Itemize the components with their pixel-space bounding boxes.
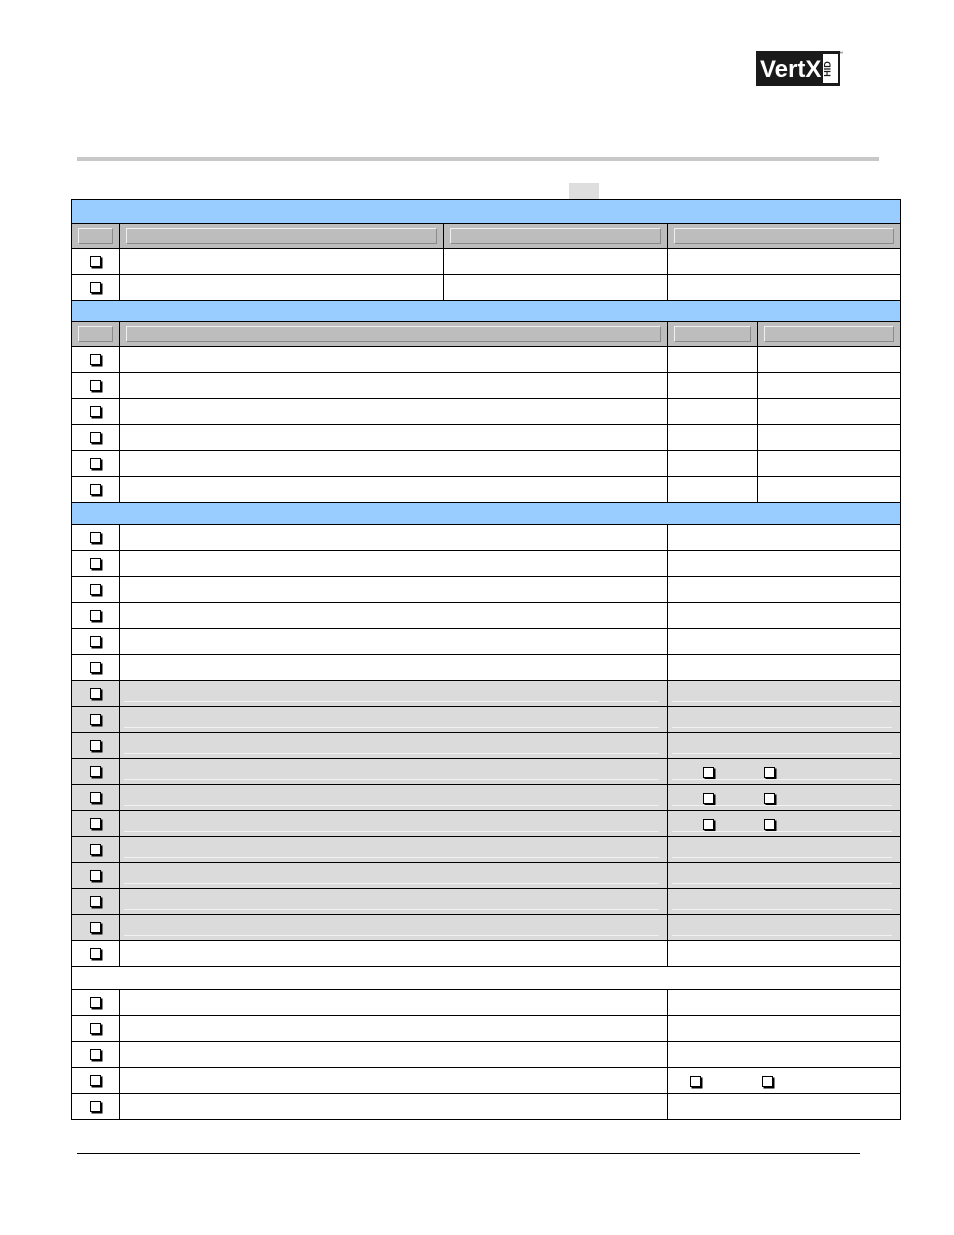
checkbox-icon[interactable] — [90, 1049, 101, 1060]
section-band — [72, 301, 901, 322]
table-row — [72, 603, 901, 629]
table-row — [72, 759, 901, 785]
header-rule — [77, 157, 879, 161]
checkbox-icon[interactable] — [90, 997, 101, 1008]
checkbox-icon[interactable] — [90, 922, 101, 933]
checkbox-icon[interactable] — [90, 1023, 101, 1034]
table-row — [72, 681, 901, 707]
section-band — [72, 503, 901, 525]
table-row — [72, 249, 901, 275]
column-header-row — [72, 322, 901, 347]
table-row — [72, 577, 901, 603]
table-row — [72, 425, 901, 451]
table-row — [72, 347, 901, 373]
table-row — [72, 915, 901, 941]
checkbox-icon[interactable] — [90, 558, 101, 569]
column-header-row — [72, 224, 901, 249]
table-row — [72, 785, 901, 811]
checkbox-icon[interactable] — [690, 1076, 701, 1087]
checkbox-icon[interactable] — [90, 818, 101, 829]
checkbox-icon[interactable] — [90, 792, 101, 803]
table-row — [72, 1068, 901, 1094]
checkbox-icon[interactable] — [90, 282, 101, 293]
checkbox-icon[interactable] — [90, 432, 101, 443]
table-row — [72, 1016, 901, 1042]
checkbox-icon[interactable] — [90, 714, 101, 725]
checkbox-icon[interactable] — [90, 610, 101, 621]
svg-text:HID: HID — [822, 61, 833, 77]
checkbox-icon[interactable] — [764, 819, 775, 830]
table-row — [72, 629, 901, 655]
table-row — [72, 525, 901, 551]
vertx-logo — [756, 51, 842, 86]
table-row — [72, 811, 901, 837]
footer-rule — [77, 1153, 860, 1154]
checkbox-icon[interactable] — [90, 1075, 101, 1086]
table-row — [72, 837, 901, 863]
checkbox-icon[interactable] — [703, 793, 714, 804]
checkbox-icon[interactable] — [90, 870, 101, 881]
svg-text:VertX: VertX — [760, 56, 822, 83]
checkbox-icon[interactable] — [90, 766, 101, 777]
table-row — [72, 863, 901, 889]
checkbox-icon[interactable] — [90, 1101, 101, 1112]
checklist-form — [71, 199, 901, 1120]
checkbox-icon[interactable] — [90, 948, 101, 959]
svg-text:™: ™ — [838, 51, 843, 57]
checkbox-icon[interactable] — [90, 662, 101, 673]
table-row — [72, 477, 901, 503]
checkbox-icon[interactable] — [90, 688, 101, 699]
checkbox-icon[interactable] — [762, 1076, 773, 1087]
checkbox-icon[interactable] — [764, 793, 775, 804]
table-row — [72, 451, 901, 477]
checkbox-icon[interactable] — [764, 767, 775, 778]
table-row — [72, 733, 901, 759]
checkbox-icon[interactable] — [90, 532, 101, 543]
checkbox-icon[interactable] — [703, 767, 714, 778]
table-row — [72, 1094, 901, 1120]
checkbox-icon[interactable] — [90, 380, 101, 391]
table-row — [72, 655, 901, 681]
table-row — [72, 399, 901, 425]
shaded-field — [569, 183, 599, 200]
checkbox-icon[interactable] — [90, 636, 101, 647]
checkbox-icon[interactable] — [90, 844, 101, 855]
checkbox-icon[interactable] — [90, 896, 101, 907]
table-row — [72, 990, 901, 1016]
checkbox-icon[interactable] — [90, 484, 101, 495]
table-row — [72, 1042, 901, 1068]
checkbox-icon[interactable] — [90, 256, 101, 267]
table-row — [72, 707, 901, 733]
checkbox-icon[interactable] — [90, 354, 101, 365]
checkbox-icon[interactable] — [90, 406, 101, 417]
checkbox-icon[interactable] — [703, 819, 714, 830]
table-row — [72, 941, 901, 967]
checkbox-icon[interactable] — [90, 584, 101, 595]
checkbox-icon[interactable] — [90, 740, 101, 751]
table-row — [72, 373, 901, 399]
checkbox-icon[interactable] — [90, 458, 101, 469]
section-band — [72, 967, 901, 990]
section-band — [72, 200, 901, 224]
table-row — [72, 275, 901, 301]
table-row — [72, 551, 901, 577]
table-row — [72, 889, 901, 915]
